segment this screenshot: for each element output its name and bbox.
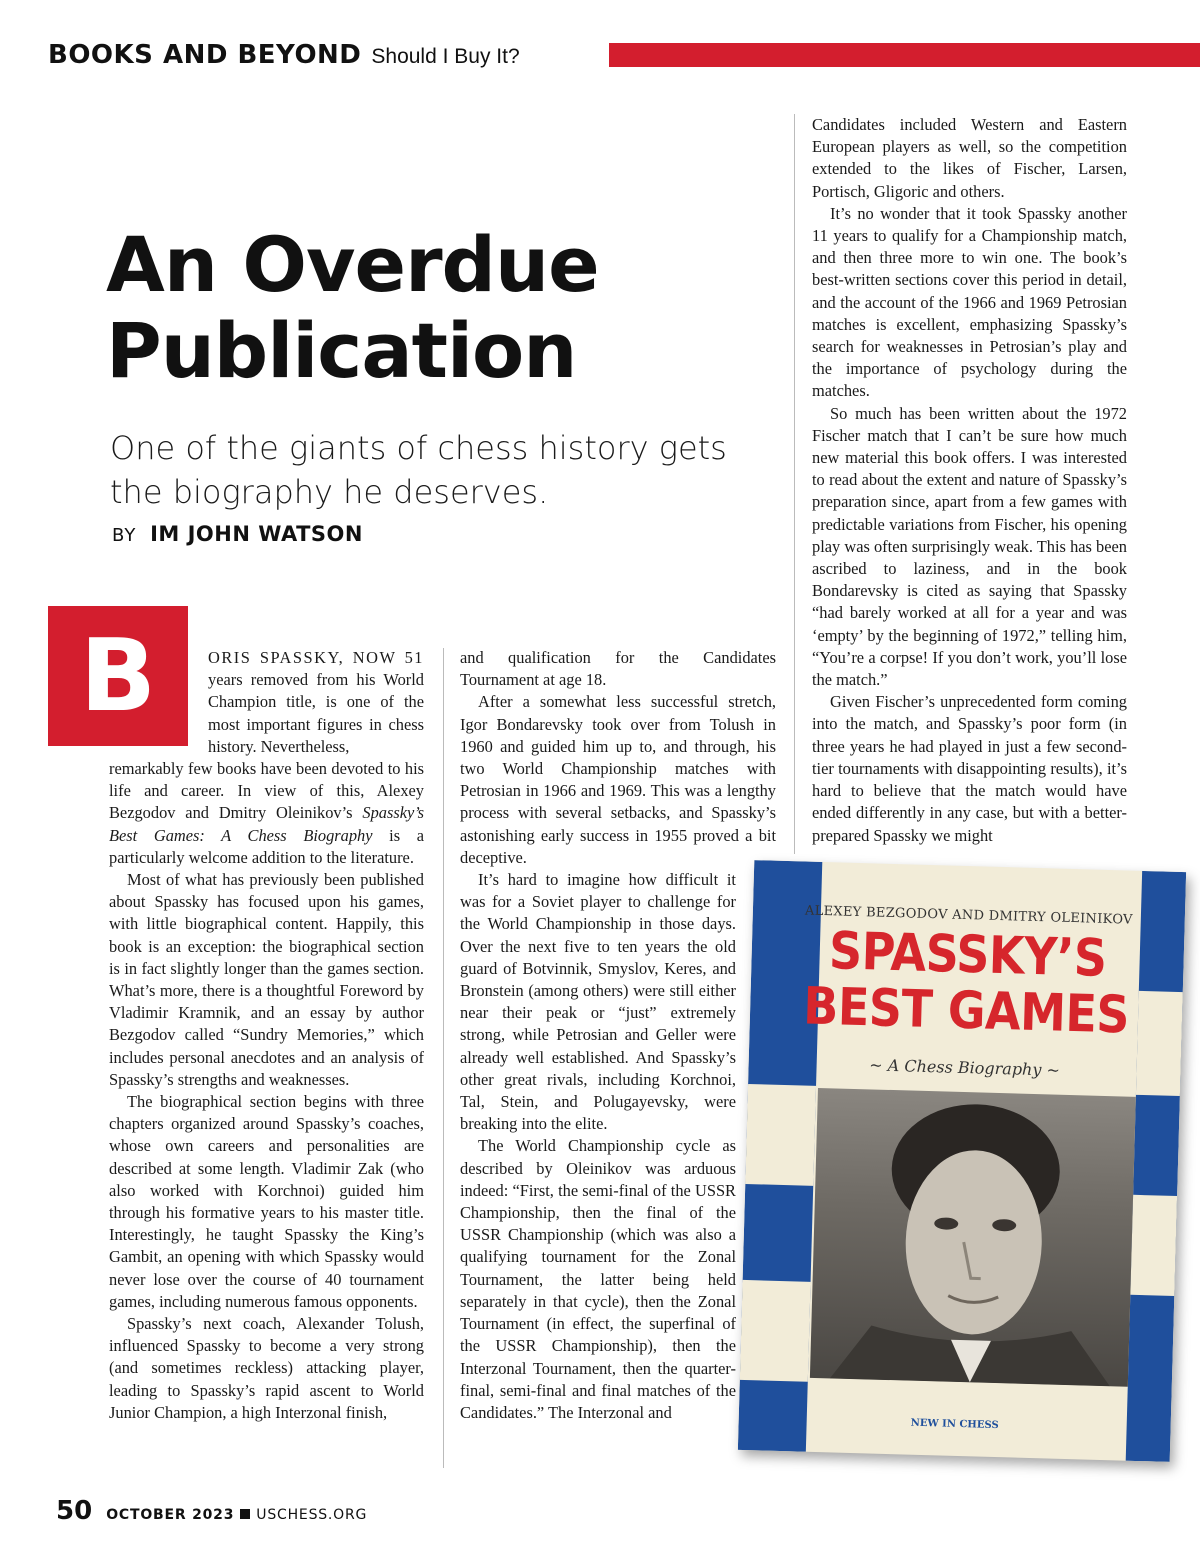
paragraph-5: After a somewhat less successful stretch, Igor Bondarevsky took over from Tolush in 1960 and guided him up to, and through, his two World Championship matches with Petrosian in 1966 and 1969. This was a lengthy process with several setbacks, and Spassky’s astonishing early success in 1955 proved a bit deceptive. [460,692,776,867]
article-title [106,222,599,394]
portrait-illustration [810,1088,1136,1387]
opening-caps: ORIS SPASSKY, NOW 51 [208,648,424,667]
column-2 [460,647,776,1424]
paragraph-2: Most of what has previously been published about Spassky has focused upon his games, with little biographical content. Happily, this book is an exception: the biographical section is in fact slightly longer than the games section. What’s more, there is a thoughtful Foreword by Vladimir Kramnik, and an essay by author Bezgodov called “Sundry Memories,” which includes personal anecdotes and an analysis of Spassky’s strengths and weaknesses. [109,870,424,1089]
cover-publisher-logo: NEW IN CHESS [910,1417,999,1432]
page-number: 50 [56,1496,93,1526]
section-header [48,40,520,74]
cover-authors: ALEXEY BEZGODOV AND DMITRY OLEINIKOV [804,903,1133,928]
paragraph-7-continued: Candidates included Western and Eastern European players as well, so the competition extended to the likes of Fischer, Larsen, Portisch, Gligoric and others. [812,115,1127,201]
author-name: IM JOHN WATSON [150,522,363,546]
section-subtitle: Should I Buy It? [371,45,520,68]
paragraph-4: Spassky’s next coach, Alexander Tolush, influenced Spassky to become a very strong (and sometimes reckless) attacking player, leading to Spassky’s rapid ascent to World Junior Champion, a high Interzonal finish, [109,1314,424,1422]
article-deck: One of the giants of chess history gets the biography he deserves. [110,429,727,511]
paragraph-4-continued: and qualification for the Candidates Tournament at age 18. [460,648,776,690]
paragraph-9: So much has been written about the 1972 Fischer match that I can’t be sure how much new material this book offers. I was interested to read about the extent and nature of Spassky’s preparation since, apart from a few games with predictable variations from Fischer, his opening play was often surprisingly weak. This has been ascribed to laziness, and in the book Bondarevsky is cited as saying that Spassky “had barely worked at all for a year and was ‘empty’ by the beginning of 1972,” telling him, “You’re a corpse! If you don’t work, you’ll lose the match.” [812,403,1127,690]
header-accent-bar [609,43,1200,67]
column-3 [812,114,1127,847]
book-title-italic: Spassky’s Best Games: A Chess Biography [109,803,424,845]
paragraph-6: It’s hard to imagine how difficult it was for a Soviet player to challenge for the World Championship in those days. Over the next five to ten years the old guard of Botvinnik, Smyslov, Keres, and Bronstein (among others) were still either near their peak or “just” extremely strong, while Petrosian and Geller were already well established. And Spassky’s other great rivals, including Korchnoi, Tal, Stein, and Polugayevsky, were breaking into the elite. [460,870,736,1134]
issue-date: OCTOBER 2023 [106,1507,235,1523]
website: USCHESS.ORG [256,1507,368,1523]
column-divider-2 [794,114,795,854]
portrait-photo [810,1088,1136,1387]
paragraph-7: The World Championship cycle as described by Oleinikov was arduous indeed: “First, the semi-final of the USSR Championship, then the final of the USSR Championship (which was also a qualifying tournament for the Zonal Tournament, the latter being held separately in that cycle), then the Zonal Tournament (in effect, the superfinal of the USSR Championship), then the Interzonal Tournament, then the quarter-final, semi-final and final matches of the Candidates.” The Interzonal and [460,1136,736,1422]
cover-check-square [740,1280,811,1382]
article-title-line-1: An Overdue [106,220,599,309]
drop-cap: B [48,606,188,746]
square-separator-icon [240,1509,250,1519]
paragraph-1-rest: remarkably few books have been devoted to his life and career. In view of this, Alexey Bezgodov and Dmitry Oleinikov’s Spassky’s Best Games: A Chess Biography is a particularly welcome addition to the literature. [109,759,424,867]
byline [112,522,363,546]
column-1-top [208,647,424,758]
cover-subtitle: ~ A Chess Biography ~ [869,1055,1061,1080]
cover-check-square [745,1084,816,1186]
column-1 [109,758,424,1424]
paragraph-1-top-text: years removed from his World Champion title, is one of the most important figures in chess history. Nevertheless, [208,670,424,756]
cover-check-square [1130,1195,1177,1296]
paragraph-10: Given Fischer’s unprecedented form coming into the match, and Spassky’s poor form (in three years he had played in just a few second-tier tournaments with disappointing results), it’s hard to believe that the match would have ended differently in any case, but with a better-prepared Spassky we might [812,692,1127,845]
paragraph-1-top [208,647,424,758]
byline-prefix: BY [112,525,137,546]
article-title-line-2: Publication [106,306,577,395]
cover-title: SPASSKY’S BEST GAMES [802,919,1130,1045]
book-cover [738,860,1186,1462]
paragraph-3: The biographical section begins with three chapters organized around Spassky’s coaches, whose own careers and personalities are described at some length. Vladimir Zak (who also worked with Korchnoi) guided him through his formative years to his master title. Interestingly, he taught Spassky the King’s Gambit, an opening with which Spassky would never lose over the course of 40 tournament games, including numerous famous opponents. [109,1092,424,1311]
section-title: BOOKS AND BEYOND [48,40,362,70]
paragraph-8: It’s no wonder that it took Spassky another 11 years to qualify for a Championship match, and then three more to win one. The book’s best-written sections cover this period in detail, and the account of the 1966 and 1969 Petrosian matches is excellent, emphasizing Spassky’s search for weaknesses in Petrosian’s play and the importance of psychology during the matches. [812,203,1127,401]
column-divider [443,648,444,1468]
page-footer [56,1496,367,1526]
